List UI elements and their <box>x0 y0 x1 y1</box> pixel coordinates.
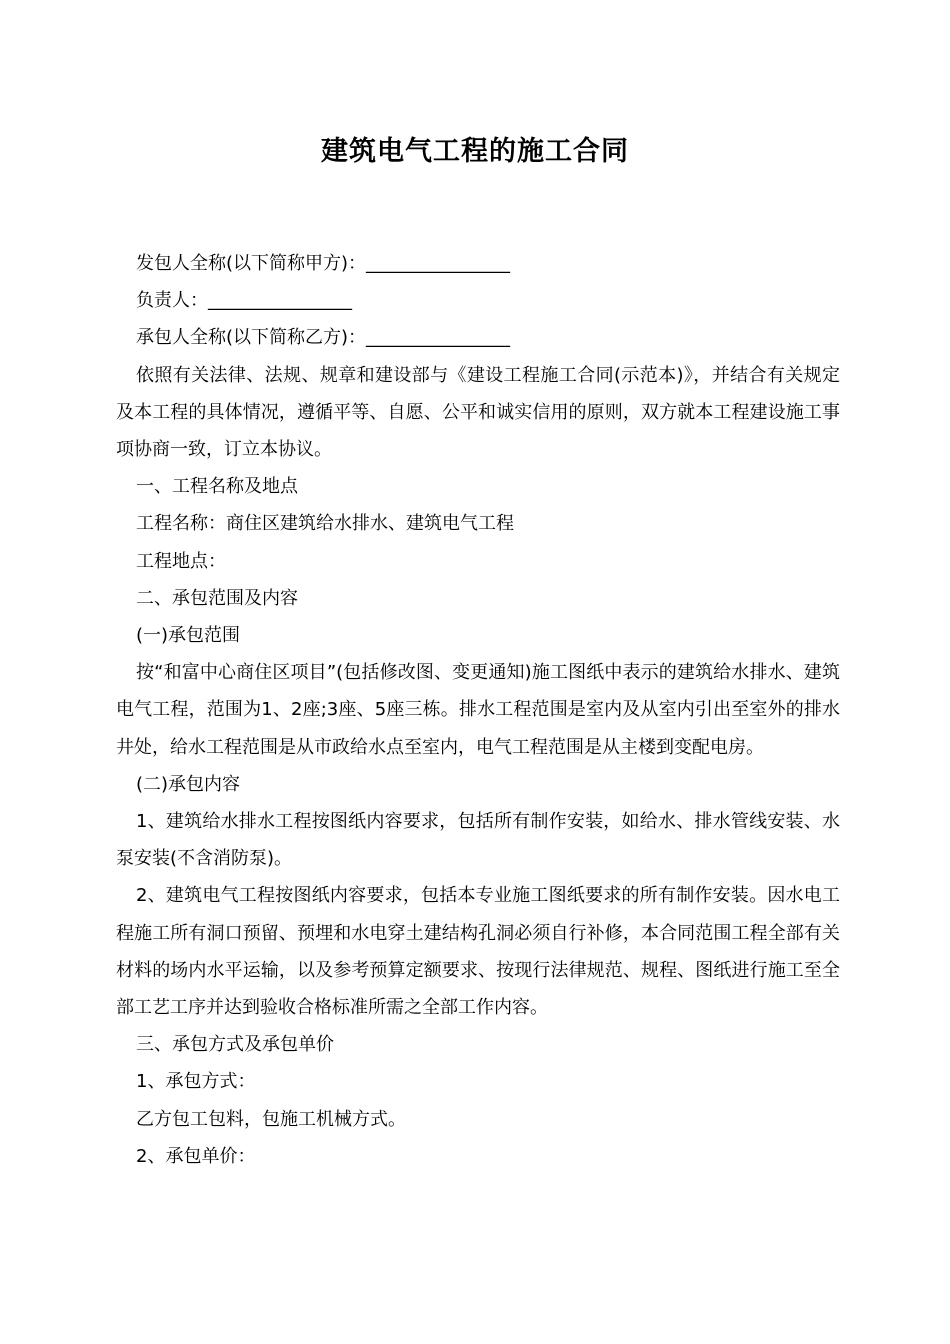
party-b-name-line: 承包人全称(以下简称乙方)：________________ <box>136 327 511 349</box>
unit-price-heading: 2、承包单价： <box>136 1145 256 1167</box>
party-a-name-line: 发包人全称(以下简称甲方)：________________ <box>136 253 511 274</box>
content-item-1: 1、建筑给水排水工程按图纸内容要求，包括所有制作安装，如给水、排水管线安装、水泵安装(不含消防泵)。 <box>116 811 840 870</box>
document-body <box>116 245 840 1175</box>
section-2-heading: 二、承包范围及内容 <box>136 587 298 609</box>
subsection-content-heading: (二)承包内容 <box>136 773 241 795</box>
project-name-line: 工程名称：商住区建筑给水排水、建筑电气工程 <box>136 513 514 535</box>
document-title: 建筑电气工程的施工合同 <box>321 136 629 167</box>
responsible-person-line: 负责人：________________ <box>136 290 352 312</box>
preamble-paragraph: 依照有关法律、法规、规章和建设部与《建设工程施工合同(示范本)》，并结合有关规定及本工程的具体情况，遵循平等、自愿、公平和诚实信用的原则，双方就本工程建设施工事项协商一致，订立本协议。 <box>116 364 840 461</box>
section-3-heading: 三、承包方式及承包单价 <box>136 1034 334 1056</box>
content-item-2: 2、建筑电气工程按图纸内容要求，包括本专业施工图纸要求的所有制作安装。因水电工程施工所有洞口预留、预埋和水电穿土建结构孔洞必须自行补修，本合同范围工程全部有关材料的场内水平运输，以及参考预算定额要求、按现行法律规范、规程、图纸进行施工至全部工艺工序并达到验收合格标准所需之全部工作内容。 <box>116 885 840 1019</box>
scope-paragraph: 按“和富中心商住区项目”(包括修改图、变更通知)施工图纸中表示的建筑给水排水、建筑电气工程，范围为1、2座;3座、5座三栋。排水工程范围是室内及从室内引出至室外的排水井处，给水工程范围是从市政给水点至室内，电气工程范围是从主楼到变配电房。 <box>116 662 840 758</box>
subsection-scope-heading: (一)承包范围 <box>136 625 241 647</box>
section-1-heading: 一、工程名称及地点 <box>136 476 298 498</box>
contract-method-heading: 1、承包方式： <box>136 1071 256 1093</box>
contract-method-text: 乙方包工包料，包施工机械方式。 <box>136 1108 406 1130</box>
project-location-line: 工程地点： <box>136 550 226 572</box>
